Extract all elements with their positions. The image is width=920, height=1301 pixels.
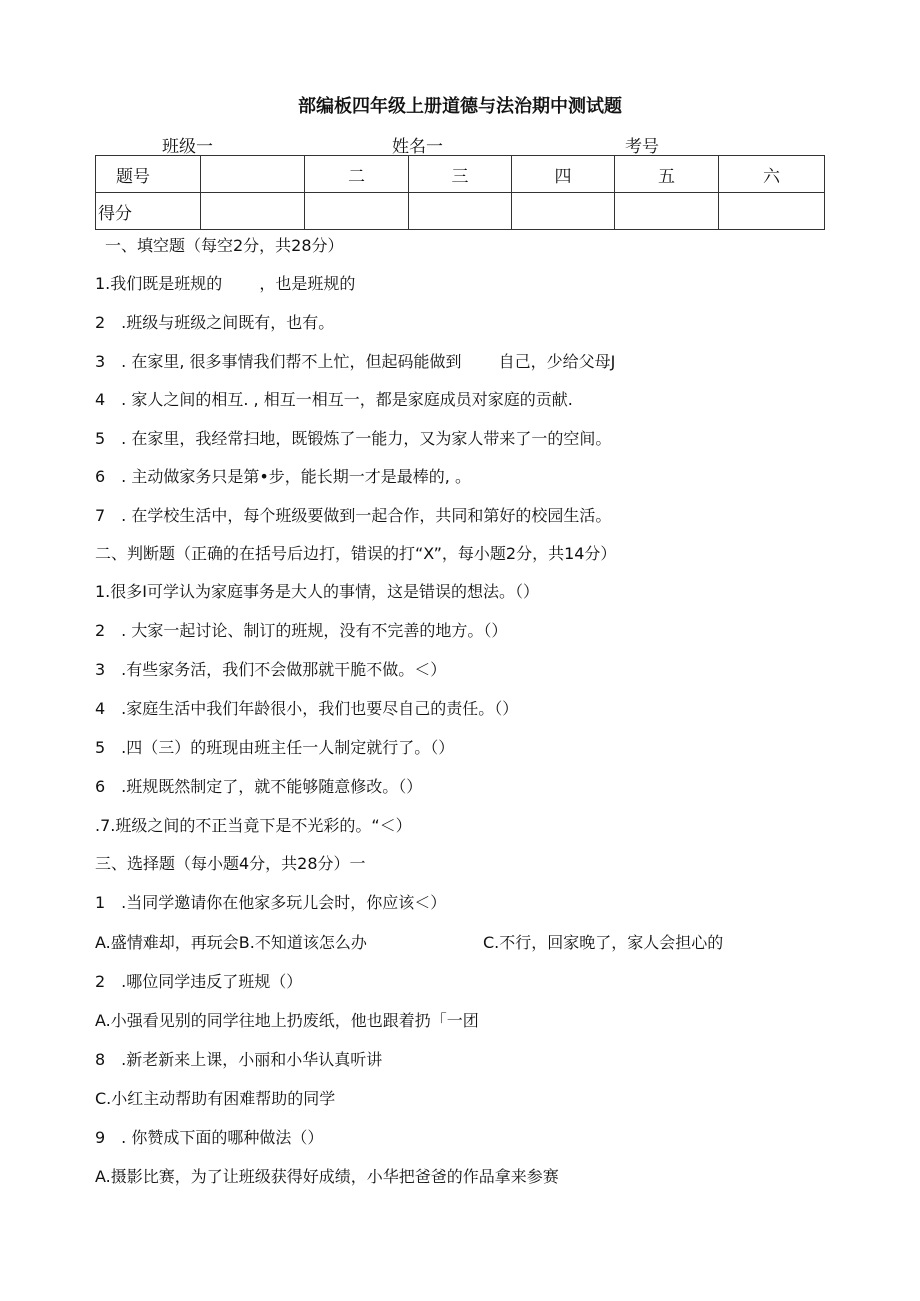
score-cell[interactable] bbox=[305, 193, 409, 230]
score-cell[interactable] bbox=[719, 193, 825, 230]
section2-heading: 二、判断题（正确的在括号后边打，错误的打“X”，每小题2分，共14分） bbox=[95, 544, 617, 563]
judge-item: 2 . 大家一起讨论、制订的班规，没有不完善的地方。（） bbox=[95, 621, 508, 640]
fill-blank-item: 7 . 在学校生活中，每个班级要做到一起合作，共同和第好的校园生活。 bbox=[95, 506, 612, 525]
class-label: 班级一 bbox=[162, 137, 213, 157]
score-cell[interactable] bbox=[615, 193, 719, 230]
section3-heading: 三、选择题（每小题4分，共28分）一 bbox=[95, 854, 366, 873]
score-table-header-row bbox=[96, 156, 825, 193]
header-cell: 二 bbox=[305, 156, 409, 193]
judge-item: 6 .班规既然制定了，就不能够随意修改。（） bbox=[95, 777, 423, 796]
fill-blank-item: 2 .班级与班级之间既有，也有。 bbox=[95, 313, 335, 332]
score-table bbox=[95, 155, 825, 230]
choice-question: 2 .哪位同学违反了班规（） bbox=[95, 972, 303, 991]
choice-option: A.摄影比赛，为了让班级获得好成绩，小华把爸爸的作品拿来参赛 bbox=[95, 1167, 559, 1186]
fill-blank-item: 6 . 主动做家务只是第•步，能长期一才是最棒的, 。 bbox=[95, 467, 471, 486]
fill-blank-item: 4 . 家人之间的相互. , 相互一相互一，都是家庭成员对家庭的贡献. bbox=[95, 390, 573, 409]
header-cell: 五 bbox=[615, 156, 719, 193]
choice-question: 1 .当同学邀请你在他家多玩儿会时，你应该＜） bbox=[95, 893, 447, 912]
score-cell: 得分 bbox=[96, 193, 201, 230]
score-table-score-row bbox=[96, 193, 825, 230]
name-label: 姓名一 bbox=[392, 137, 443, 157]
choice-option: A.小强看见别的同学往地上扔废纸，他也跟着扔「一团 bbox=[95, 1011, 479, 1030]
section1-heading: 一、填空题（每空2分，共28分） bbox=[105, 236, 344, 255]
judge-item: 1.很多I可学认为家庭事务是大人的事情，这是错误的想法。（） bbox=[95, 582, 539, 601]
header-cell: 四 bbox=[512, 156, 615, 193]
header-cell: 三 bbox=[409, 156, 512, 193]
choice-option: 8 .新老新来上课，小丽和小华认真听讲 bbox=[95, 1050, 383, 1069]
judge-item: 3 .有些家务活，我们不会做那就干脆不做。＜） bbox=[95, 660, 447, 679]
score-cell[interactable] bbox=[201, 193, 305, 230]
choice-option: A.盛情难却，再玩会B.不知道该怎么办 bbox=[95, 933, 367, 952]
fill-blank-item: 3 . 在家里, 很多事情我们帮不上忙，但起码能做到 自己，少给父母J bbox=[95, 352, 616, 371]
judge-item: .7.班级之间的不正当竟下是不光彩的。“＜） bbox=[95, 816, 412, 835]
judge-item: 4 .家庭生活中我们年龄很小，我们也要尽自己的责任。（） bbox=[95, 699, 519, 718]
fill-blank-item: 1.我们既是班规的 ，也是班规的 bbox=[95, 274, 356, 293]
header-cell: 题号 bbox=[96, 156, 201, 193]
judge-item: 5 .四（三）的班现由班主任一人制定就行了。（） bbox=[95, 738, 455, 757]
header-cell bbox=[201, 156, 305, 193]
choice-option: C.不行，回家晚了，家人会担心的 bbox=[483, 933, 724, 952]
choice-question: 9 . 你赞成下面的哪种做法（） bbox=[95, 1128, 324, 1147]
choice-option: C.小红主动帮助有困难帮助的同学 bbox=[95, 1089, 336, 1108]
header-cell: 六 bbox=[719, 156, 825, 193]
fill-blank-item: 5 . 在家里，我经常扫地，既锻炼了一能力，又为家人带来了一的空间。 bbox=[95, 429, 612, 448]
page-title: 部编板四年级上册道德与法治期中测试题 bbox=[298, 96, 622, 117]
score-cell[interactable] bbox=[409, 193, 512, 230]
exam-number-label: 考号 bbox=[625, 137, 659, 157]
score-cell[interactable] bbox=[512, 193, 615, 230]
